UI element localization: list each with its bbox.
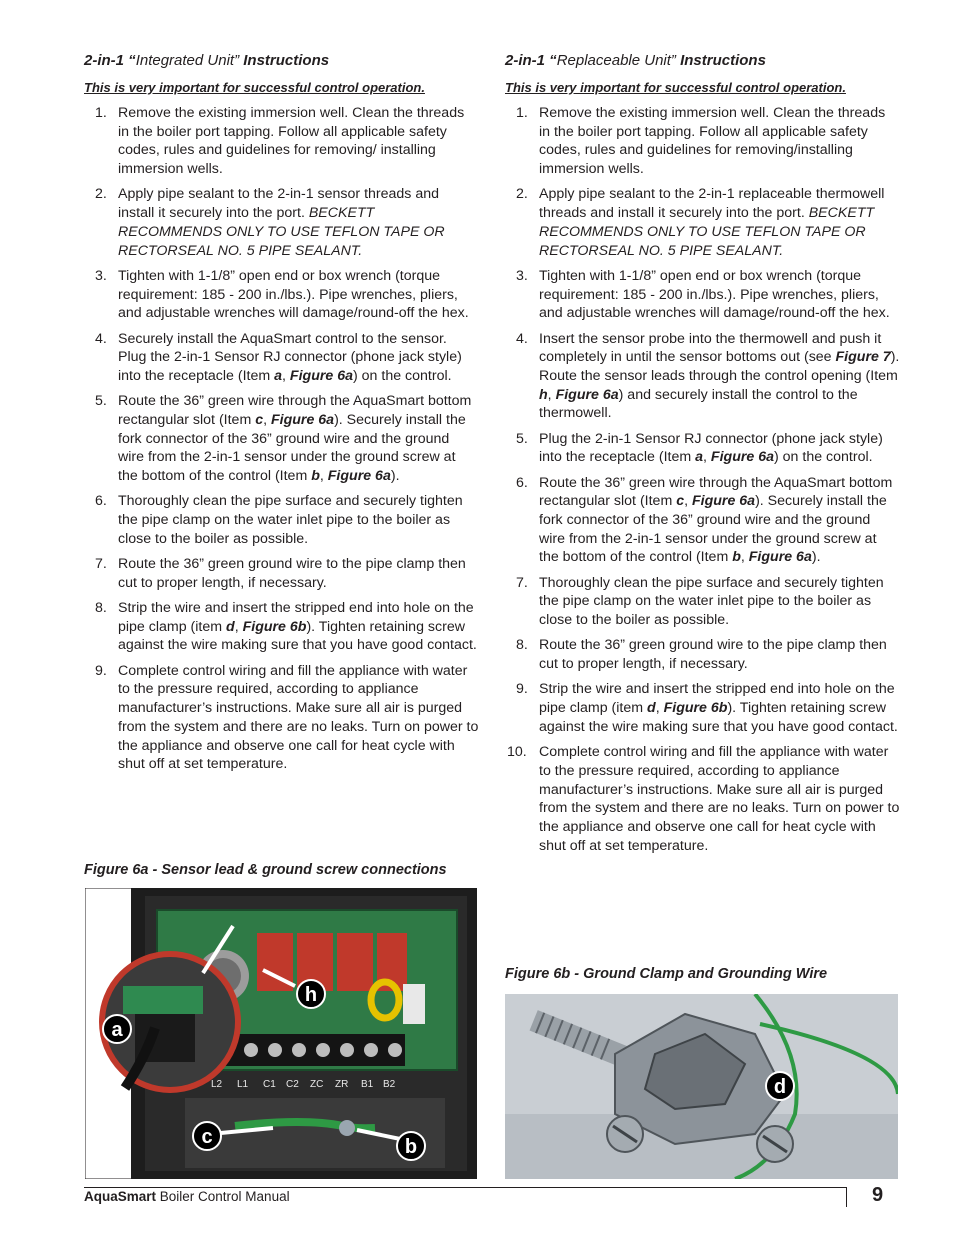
step-text: Route the 36” green ground wire to the pipe clamp then cut to proper length, if necessary. <box>539 637 887 673</box>
callout-h <box>297 980 325 1008</box>
step-text: , <box>282 367 290 384</box>
step-number: 3. <box>516 267 528 284</box>
step-text: Apply pipe sealant to the 2-in-1 replaceable thermowell threads and install it securely into the port. <box>539 186 885 222</box>
left-steps-list <box>84 104 479 774</box>
step-text: Insert the sensor probe into the thermowell and push it completely in until the sensor bottoms out (see <box>539 330 882 366</box>
step-item <box>84 492 479 548</box>
step-item <box>84 104 479 179</box>
step-text: Strip the wire and insert the stripped end into hole on the pipe clamp (item <box>118 600 474 635</box>
figure-6b-caption: Figure 6b - Ground Clamp and Grounding Wire <box>505 966 828 982</box>
step-text: Complete control wiring and fill the appliance with water to the pressure required, according to appliance manufacturer’s instructions. Make sure all air is purged from the system and there are no leaks. Turn on power to the appliance and observe one call for heat cycle with shut off at set temperature. <box>539 744 900 854</box>
terminal-label: L2 <box>211 1079 223 1090</box>
step-text: Figure 6a <box>327 468 391 485</box>
step-text: Figure 6a <box>748 549 812 566</box>
step-item <box>505 330 900 424</box>
figure-6b-photo <box>505 994 898 1179</box>
step-item <box>84 662 479 774</box>
step-text: c <box>255 411 264 428</box>
step-number: 4. <box>516 330 528 347</box>
svg-text:h: h <box>304 984 318 1006</box>
terminal-label: B1 <box>361 1079 374 1090</box>
step-number: 6. <box>95 493 107 510</box>
step-item <box>84 599 479 655</box>
footer-rule <box>84 1187 846 1188</box>
step-text: ) on the control. <box>774 449 873 466</box>
left-important-note: This is very important for successful control operation. <box>84 80 425 95</box>
step-number: 1. <box>95 105 107 121</box>
step-text: c <box>676 493 685 510</box>
svg-text:b: b <box>404 1136 418 1158</box>
terminal-label: B2 <box>383 1079 396 1090</box>
step-number: 9. <box>516 681 528 698</box>
step-text: Thoroughly clean the pipe surface and securely tighten the pipe clamp on the water inlet pipe to the boiler as close to the boiler as possible. <box>118 493 463 547</box>
step-item <box>84 267 479 323</box>
left-heading: 2-in-1 “Integrated Unit” Instructions <box>84 52 330 69</box>
step-text: Route the 36” green ground wire to the pipe clamp then cut to proper length, if necessary. <box>118 556 466 591</box>
callout-a <box>103 1015 131 1043</box>
step-number: 2. <box>516 186 528 203</box>
step-text: Figure 6a <box>691 493 756 510</box>
right-important-note: This is very important for successful control operation. <box>505 80 846 95</box>
step-text: Tighten with 1-1/8” open end or box wrench (torque requirement: 185 - 200 in./lbs.). Pipe wrenches, pliers, and adjustable wrenches will damage/round-off the hex. <box>118 267 469 322</box>
step-text: Strip the wire and insert the stripped end into hole on the pipe clamp (item <box>539 681 895 717</box>
step-text: , <box>547 386 556 403</box>
step-text: , <box>234 618 243 635</box>
step-text: Plug the 2-in-1 Sensor RJ connector (phone jack style) into the receptacle (Item <box>539 430 883 466</box>
step-item <box>84 330 479 386</box>
step-item <box>505 430 900 467</box>
terminal-label: ZR <box>335 1079 349 1090</box>
step-text: Figure 6a <box>710 449 774 466</box>
step-text: b <box>732 549 741 566</box>
footer-title <box>84 1189 290 1204</box>
right-heading: 2-in-1 “Replaceable Unit” Instructions <box>505 52 766 69</box>
step-item <box>84 185 479 260</box>
step-text: Securely install the AquaSmart control to the sensor. Plug the 2-in-1 Sensor RJ connector (phone jack style) into the receptacle (Item <box>118 330 462 384</box>
step-text: ). Securely install the fork connector of the 36” ground wire and the ground wire from the 2-in-1 sensor under the ground screw at the bottom of the control (Item <box>118 411 466 485</box>
footer-brand: AquaSmart <box>84 1189 157 1204</box>
step-text: BECKETT RECOMMENDS ONLY TO USE TEFLON TAPE OR RECTORSEAL NO. 5 PIPE SEALANT. <box>118 205 445 259</box>
step-text: , <box>740 549 749 566</box>
step-text: , <box>684 493 692 510</box>
step-text: b <box>311 468 320 485</box>
step-number: 3. <box>95 267 107 284</box>
step-text: d <box>226 618 235 635</box>
step-text: ). Tighten retaining screw against the wire making sure that you have good contact. <box>539 700 898 735</box>
figure-6a-photo <box>85 888 477 1179</box>
right-column <box>505 50 900 982</box>
step-text: , <box>263 411 271 428</box>
terminal-label: ZC <box>310 1079 324 1090</box>
step-number: 8. <box>95 600 107 617</box>
step-text: a <box>695 449 704 466</box>
step-item <box>505 743 900 855</box>
step-text: Apply pipe sealant to the 2-in-1 sensor threads and install it securely into the port. <box>118 186 439 222</box>
step-text: Tighten with 1-1/8” open end or box wrench (torque requirement: 185 - 200 in./lbs.). Pipe wrenches, pliers, and adjustable wrenches will damage/round-off the hex. <box>539 267 890 322</box>
step-text: Thoroughly clean the pipe surface and securely tighten the pipe clamp on the water inlet pipe to the boiler as close to the boiler as possible. <box>539 574 884 629</box>
step-text: Figure 6b <box>242 618 307 635</box>
step-text: Route the 36” green wire through the AquaSmart bottom rectangular slot (Item <box>118 393 472 428</box>
step-text: Remove the existing immersion well. Clean the threads in the boiler port tapping. Follow all applicable safety codes, rules and guidelines for removing/ installing immersion wells. <box>118 105 465 178</box>
terminal-label: C1 <box>263 1079 276 1090</box>
step-number: 9. <box>95 662 107 679</box>
step-item <box>505 474 900 568</box>
svg-text:a: a <box>111 1019 123 1041</box>
figure-6a-caption: Figure 6a - Sensor lead & ground screw connections <box>84 862 447 878</box>
step-text: , <box>319 468 328 485</box>
step-number: 5. <box>516 430 528 447</box>
step-text: Figure 6b <box>663 700 728 717</box>
step-text: d <box>647 700 656 717</box>
step-item <box>505 104 900 179</box>
step-text: ). Tighten retaining screw against the wire making sure that you have good contact. <box>118 618 477 654</box>
step-text: Figure 6a <box>555 386 619 403</box>
footer-manual-title: Boiler Control Manual <box>156 1189 290 1204</box>
footer-rule-tick <box>846 1187 847 1207</box>
left-column <box>84 50 479 878</box>
step-text: Figure 6a <box>270 411 335 428</box>
step-number: 7. <box>516 574 528 591</box>
svg-text:c: c <box>201 1126 213 1148</box>
step-item <box>84 392 479 486</box>
step-text: ). Securely install the fork connector of the 36” ground wire and the ground wire from the 2-in-1 sensor under the ground screw at the bottom of the control (Item <box>539 493 887 566</box>
step-text: h <box>539 386 548 403</box>
step-number: 6. <box>516 474 528 491</box>
step-item <box>84 555 479 592</box>
step-number: 2. <box>95 186 107 203</box>
step-item <box>505 636 900 673</box>
step-text: ) and securely install the control to the thermowell. <box>539 386 858 422</box>
step-item <box>505 185 900 260</box>
figure-6a-illustration <box>85 888 477 1179</box>
step-text: Remove the existing immersion well. Clean the threads in the boiler port tapping. Follow all applicable safety codes, rules and guidelines for removing/installing immersion wells. <box>539 105 886 178</box>
svg-text:d: d <box>773 1076 787 1098</box>
callout-d <box>766 1072 794 1100</box>
step-text: , <box>655 700 664 717</box>
page-number: 9 <box>872 1184 884 1206</box>
step-text: Figure 7 <box>835 349 891 366</box>
step-number: 5. <box>95 393 107 410</box>
step-text: ). <box>390 468 400 485</box>
step-item <box>505 680 900 736</box>
step-text: Figure 6a <box>289 367 353 384</box>
terminal-label: L1 <box>237 1079 249 1090</box>
step-text: Route the 36” green wire through the AquaSmart bottom rectangular slot (Item <box>539 474 893 510</box>
step-number: 8. <box>516 637 528 654</box>
step-item <box>505 574 900 630</box>
step-text: a <box>274 367 283 384</box>
step-item <box>505 267 900 323</box>
step-text: ) on the control. <box>353 367 452 384</box>
step-number: 4. <box>95 330 107 347</box>
step-text: , <box>703 449 711 466</box>
figure-6b-illustration <box>505 994 898 1179</box>
terminal-label: C2 <box>286 1079 299 1090</box>
callout-b <box>397 1132 425 1160</box>
step-text: Complete control wiring and fill the appliance with water to the pressure required, according to appliance manufacturer’s instructions. Make sure all air is purged from the system and there are no leaks. Turn on power to the appliance and observe one call for heat cycle with shut off at set temperature. <box>118 662 479 773</box>
step-text: ). <box>811 549 821 566</box>
step-number: 10. <box>507 744 527 761</box>
callout-c <box>193 1122 221 1150</box>
right-steps-list <box>505 104 900 855</box>
step-text: BECKETT RECOMMENDS ONLY TO USE TEFLON TAPE OR RECTORSEAL NO. 5 PIPE SEALANT. <box>539 205 875 259</box>
step-text: ). Route the sensor leads through the control opening (Item <box>539 349 900 384</box>
step-number: 7. <box>95 556 107 573</box>
step-number: 1. <box>516 105 528 121</box>
